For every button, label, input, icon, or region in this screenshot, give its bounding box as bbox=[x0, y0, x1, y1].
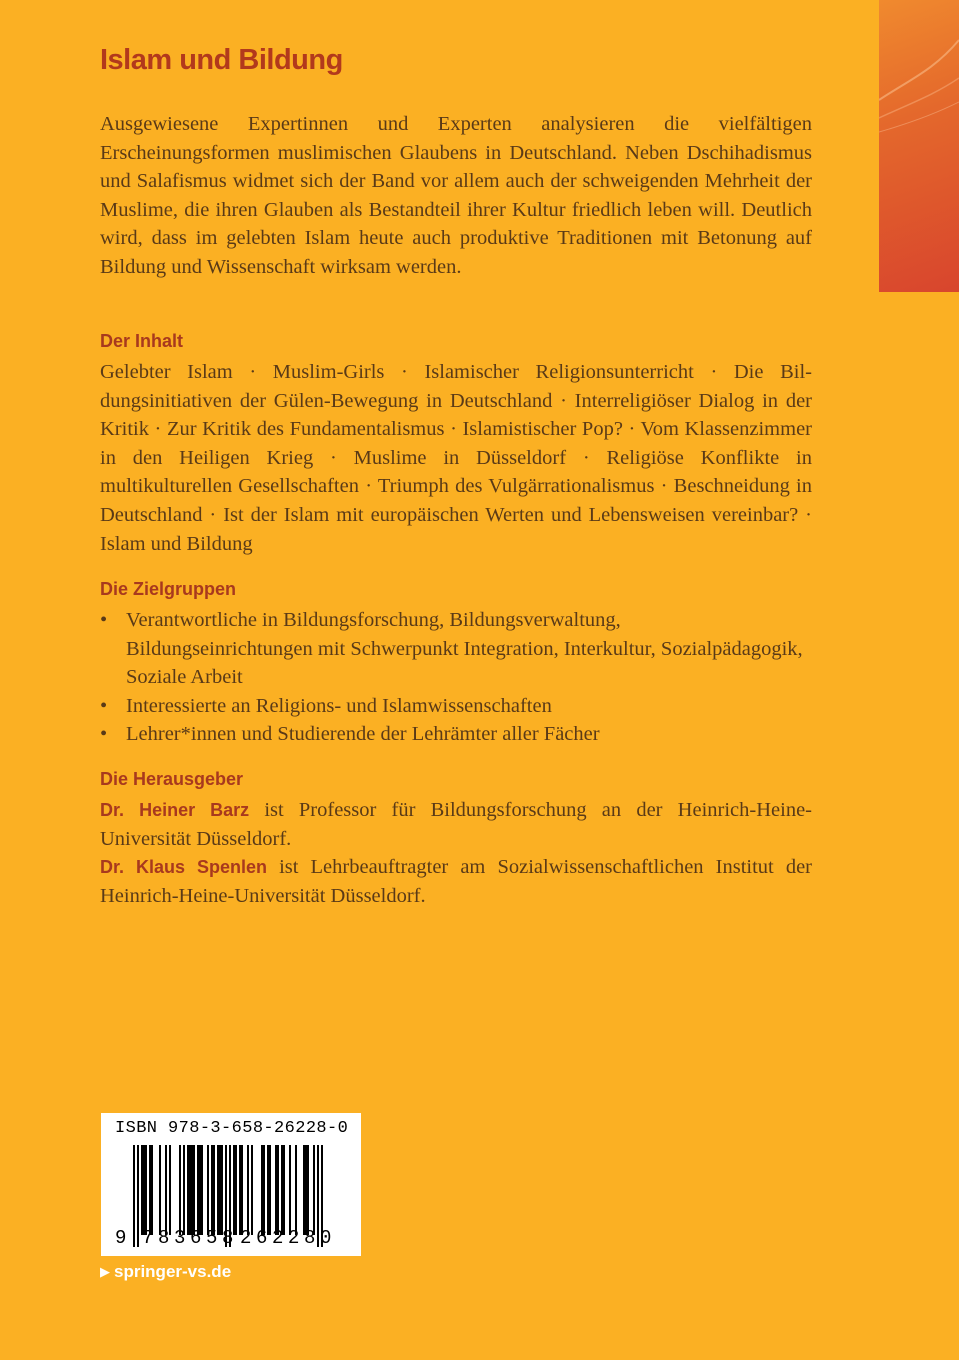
list-item bbox=[100, 720, 812, 749]
editor-description: ist Lehrbeauftragter am Sozialwissenschaftlichen Institut der Heinrich-Heine-Universität Düsseldorf. bbox=[100, 856, 812, 907]
editor-name: Dr. Klaus Spenlen bbox=[100, 857, 267, 878]
bullet-icon: • bbox=[100, 723, 108, 746]
barcode-bar bbox=[143, 1145, 145, 1235]
barcode-bar bbox=[275, 1145, 277, 1235]
editors-section bbox=[100, 796, 812, 910]
list-item-text: Lehrer*innen und Studierende der Lehrämter aller Fächer bbox=[126, 723, 600, 746]
barcode-bar bbox=[221, 1145, 223, 1235]
barcode-bar bbox=[281, 1145, 283, 1235]
barcode-bar bbox=[159, 1145, 161, 1235]
editor-entry bbox=[100, 796, 812, 853]
barcode-bar bbox=[169, 1145, 171, 1235]
barcode-bar bbox=[197, 1145, 199, 1235]
barcode-bar bbox=[261, 1145, 263, 1235]
barcode-bar bbox=[267, 1145, 269, 1235]
barcode-bar bbox=[201, 1145, 203, 1235]
barcode bbox=[101, 1113, 361, 1256]
barcode-bar bbox=[211, 1145, 213, 1235]
barcode-bar bbox=[239, 1145, 241, 1235]
barcode-bar bbox=[199, 1145, 201, 1235]
barcode-bar bbox=[307, 1145, 309, 1235]
barcode-digit: 8 bbox=[222, 1227, 234, 1249]
barcode-digit: 2 bbox=[240, 1227, 252, 1249]
list-item bbox=[100, 606, 812, 692]
barcode-bar bbox=[217, 1145, 219, 1235]
barcode-bar bbox=[263, 1145, 265, 1235]
audience-heading: Die Zielgruppen bbox=[100, 579, 237, 599]
contents-heading: Der Inhalt bbox=[100, 331, 184, 351]
barcode-bar bbox=[179, 1145, 181, 1235]
barcode-bar bbox=[193, 1145, 195, 1235]
barcode-digit: 2 bbox=[272, 1227, 284, 1249]
barcode-digit: 7 bbox=[142, 1227, 154, 1249]
list-item-text: Verantwortliche in Bildungsforschung, Bildungsverwaltung, Bildungseinrichtungen mit Schwerpunkt Integration, Interkultur, Sozialpädagogik, Soziale Arbeit bbox=[126, 609, 803, 689]
barcode-digit: 9 bbox=[115, 1227, 127, 1249]
barcode-bar bbox=[269, 1145, 271, 1235]
list-item bbox=[100, 692, 812, 721]
barcode-digit: 6 bbox=[190, 1227, 202, 1249]
barcode-bar bbox=[137, 1145, 139, 1247]
barcode-bar bbox=[183, 1145, 185, 1235]
bullet-icon: • bbox=[100, 694, 108, 717]
barcode-bar bbox=[165, 1145, 167, 1235]
barcode-bar bbox=[207, 1145, 209, 1235]
barcode-bar bbox=[289, 1145, 291, 1235]
barcode-bar bbox=[187, 1145, 189, 1235]
barcode-bar bbox=[189, 1145, 191, 1235]
barcode-bar bbox=[283, 1145, 285, 1235]
intro-paragraph: Ausgewiesene Expertinnen und Experten analysieren die vielfältigen Erscheinungsformen muslimischen Glaubens in Deutschland. Neben Dschihadismus und Salafismus widmet sich der Band vor allem auch der schweigenden Mehrheit der Muslime, die ihren Glauben als Bestandteil ihrer Kultur friedlich leben will. Deutlich wird, dass im gelebten Islam heute auch produktive Traditionen mit Betonung auf Bildung und Wissenschaft wirksam werden. bbox=[100, 113, 812, 278]
barcode-bar bbox=[145, 1145, 147, 1235]
barcode-digit: 8 bbox=[304, 1227, 316, 1249]
barcode-bar bbox=[235, 1145, 237, 1235]
barcode-bar bbox=[219, 1145, 221, 1235]
audience-list bbox=[100, 606, 812, 749]
barcode-bar bbox=[313, 1145, 315, 1235]
editor-description: ist Professor für Bildungsforschung an der Heinrich-Heine-Universität Düsseldorf. bbox=[100, 799, 812, 850]
publisher-website[interactable] bbox=[100, 1262, 231, 1282]
barcode-bar bbox=[251, 1145, 253, 1235]
barcode-bar bbox=[303, 1145, 305, 1235]
barcode-digit: 8 bbox=[158, 1227, 170, 1249]
isbn-label: ISBN 978-3-658-26228-0 bbox=[115, 1119, 349, 1138]
barcode-bar bbox=[295, 1145, 297, 1235]
barcode-bar bbox=[149, 1145, 151, 1235]
website-text: springer-vs.de bbox=[114, 1262, 232, 1281]
barcode-bar bbox=[141, 1145, 143, 1235]
barcode-digit: 2 bbox=[288, 1227, 300, 1249]
contents-paragraph: Gelebter Islam · Muslim-Girls · Islamischer Religionsunterricht · Die Bildungsinitiativen der Gülen-Bewegung in Deutschland · Interreligiöser Dialog in der Kritik · Zur Kritik des Fundamentalismus · Islamistischer Pop? · Vom Klassenzimmer in den Heiligen Krieg · Muslime in Düsseldorf · Religiöse Konflikte in multikulturellen Gesellschaften · Triumph des Vulgärrationalismus · Beschneidung in Deutschland · Ist der Islam mit europäischen Werten und Lebensweisen vereinbar? · Islam und Bildung bbox=[100, 361, 812, 555]
barcode-bar bbox=[133, 1145, 135, 1247]
book-title: Islam und Bildung bbox=[100, 44, 343, 76]
barcode-bar bbox=[213, 1145, 215, 1235]
barcode-bar bbox=[305, 1145, 307, 1235]
barcode-digit: 3 bbox=[174, 1227, 186, 1249]
barcode-digit: 5 bbox=[206, 1227, 218, 1249]
list-item-text: Interessierte an Religions- und Islamwissenschaften bbox=[126, 694, 552, 717]
barcode-bar bbox=[277, 1145, 279, 1235]
barcode-digit: 6 bbox=[256, 1227, 268, 1249]
editor-name: Dr. Heiner Barz bbox=[100, 800, 250, 820]
barcode-bar bbox=[247, 1145, 249, 1235]
cover-corner-graphic bbox=[879, 0, 959, 292]
barcode-bar bbox=[241, 1145, 243, 1235]
arrow-right-icon: ▶ bbox=[100, 1264, 110, 1279]
bullet-icon: • bbox=[100, 609, 108, 631]
barcode-bar bbox=[233, 1145, 235, 1235]
barcode-bar bbox=[317, 1145, 319, 1247]
editors-heading: Die Herausgeber bbox=[100, 769, 244, 789]
barcode-bar bbox=[191, 1145, 193, 1235]
barcode-bar bbox=[151, 1145, 153, 1235]
editor-entry bbox=[100, 853, 812, 910]
barcode-digit: 0 bbox=[320, 1227, 332, 1249]
